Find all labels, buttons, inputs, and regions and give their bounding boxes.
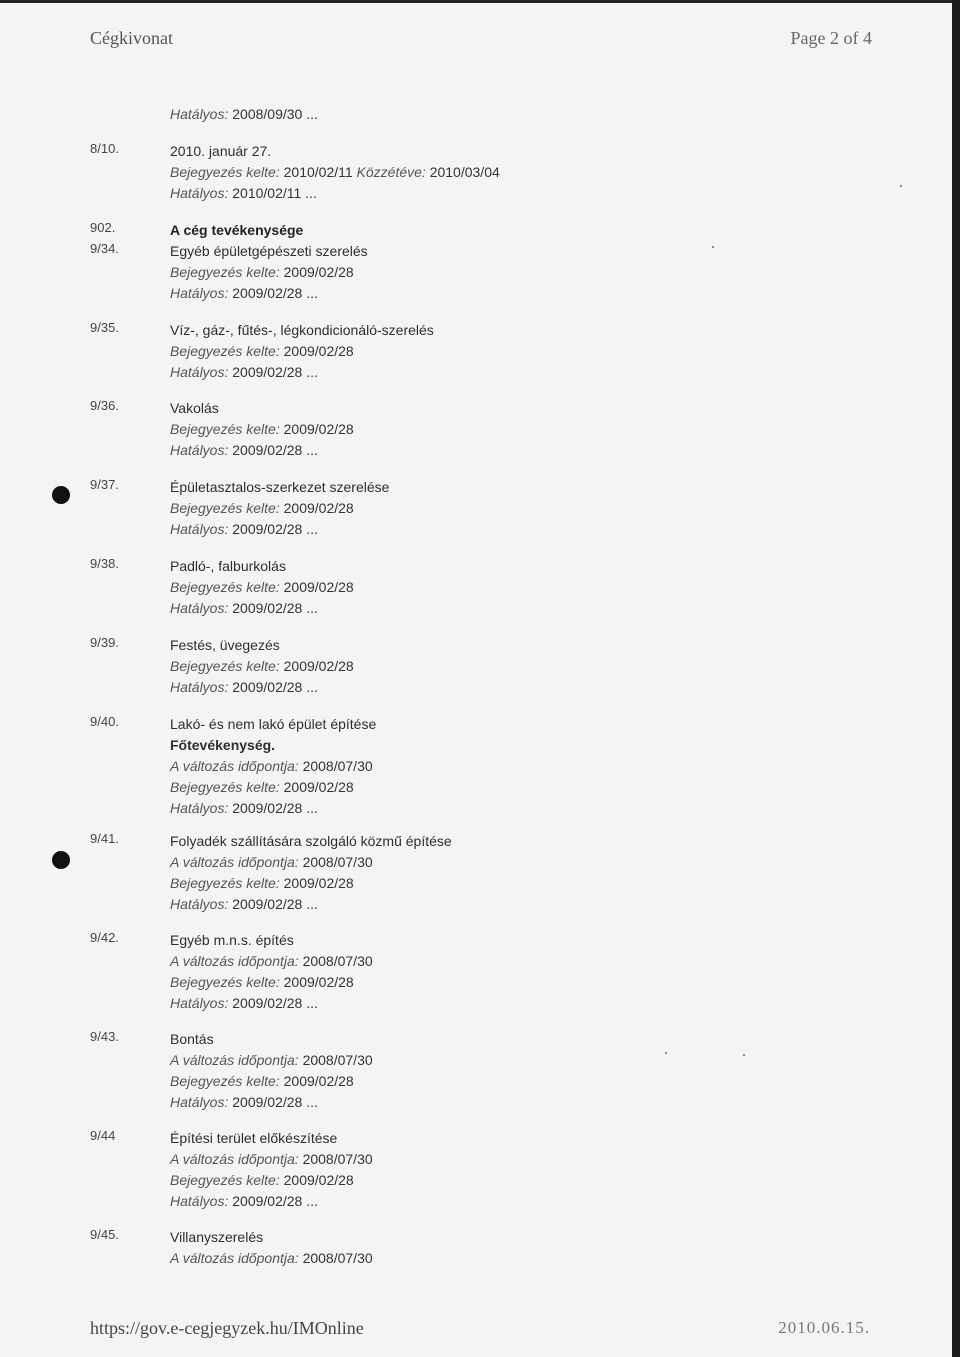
entry-body: [170, 556, 354, 619]
meta-value: 2009/02/28 ...: [232, 896, 318, 912]
meta-value: 2010/02/11 ...: [232, 185, 317, 201]
meta-value: 2009/02/28: [283, 579, 354, 595]
meta-label: A változás időpontja:: [170, 953, 299, 969]
entry-body: [170, 1029, 373, 1113]
meta-line: [170, 993, 373, 1014]
entry-number: 9/37.: [90, 477, 119, 492]
meta-label: Bejegyezés kelte:: [170, 579, 280, 595]
meta-value: 2009/02/28 ...: [232, 521, 318, 537]
meta-label: Hatályos:: [170, 896, 229, 912]
meta-label: A változás időpontja:: [170, 1151, 299, 1167]
meta-value: 2010/02/11: [283, 164, 353, 180]
meta-line: [170, 1092, 373, 1113]
entry-number: 902.: [90, 220, 116, 235]
meta-value: 2009/02/28: [283, 1073, 354, 1089]
meta-label: Hatályos:: [170, 679, 229, 695]
scan-top-edge: [0, 0, 960, 3]
meta-label: A változás időpontja:: [170, 758, 299, 774]
meta-value: 2009/02/28 ...: [232, 679, 318, 695]
meta-line: [170, 362, 434, 383]
entry-number: 9/40.: [90, 714, 119, 729]
meta-line: [170, 1248, 373, 1269]
scan-speck: [900, 185, 902, 187]
meta-line: [170, 341, 434, 362]
meta-label: Hatályos:: [170, 600, 229, 616]
meta-value: 2010/03/04: [429, 164, 500, 180]
entry-text: Folyadék szállítására szolgáló közmű építése: [170, 833, 452, 849]
entry-body: [170, 220, 303, 241]
meta-line: [170, 1191, 373, 1212]
meta-line: [170, 777, 376, 798]
entry-text: Festés, üvegezés: [170, 637, 280, 653]
punch-hole-bottom: [52, 851, 70, 869]
meta-label: Bejegyezés kelte:: [170, 421, 280, 437]
meta-label: Hatályos:: [170, 285, 229, 301]
meta-line: [170, 972, 373, 993]
meta-value: 2008/07/30: [302, 1052, 373, 1068]
entry-text: Egyéb épületgépészeti szerelés: [170, 243, 368, 259]
entry-text: Egyéb m.n.s. építés: [170, 932, 294, 948]
entry-text: Építési terület előkészítése: [170, 1130, 338, 1146]
meta-line: [170, 519, 389, 540]
entry-body: [170, 1128, 373, 1212]
entry-number: 9/44: [90, 1128, 116, 1143]
entry-text: Padló-, falburkolás: [170, 558, 286, 574]
meta-line: [170, 598, 354, 619]
page-number: Page 2 of 4: [790, 28, 872, 48]
meta-label: A változás időpontja:: [170, 854, 299, 870]
meta-label: Bejegyezés kelte:: [170, 974, 280, 990]
entry-number: 9/42.: [90, 930, 119, 945]
meta-line: [170, 852, 452, 873]
meta-line: [170, 1149, 373, 1170]
print-date: 2010.06.15.: [778, 1318, 870, 1337]
entry-number: 9/34.: [90, 241, 119, 256]
meta-line: [170, 756, 376, 777]
meta-value: 2009/02/28 ...: [232, 600, 318, 616]
meta-line: [170, 183, 500, 204]
meta-line: [170, 1071, 373, 1092]
meta-line: [170, 419, 354, 440]
entry-body: [170, 714, 376, 819]
meta-value: 2008/07/30: [302, 854, 373, 870]
meta-value: 2008/09/30 ...: [232, 106, 318, 122]
meta-line: [170, 656, 354, 677]
meta-line: [170, 440, 354, 461]
meta-line: [170, 162, 500, 183]
meta-value: 2009/02/28: [283, 421, 354, 437]
meta-label: Hatályos:: [170, 106, 229, 122]
meta-line: [170, 894, 452, 915]
meta-line: [170, 104, 318, 125]
meta-value: 2008/07/30: [302, 1250, 373, 1266]
section-heading: A cég tevékenysége: [170, 222, 304, 238]
meta-label: A változás időpontja:: [170, 1250, 299, 1266]
entry-text: Bontás: [170, 1031, 214, 1047]
entry-number: 9/41.: [90, 831, 119, 846]
entry-text: 2010. január 27.: [170, 143, 272, 159]
meta-value: 2009/02/28 ...: [232, 285, 318, 301]
entry-body: [170, 241, 368, 304]
meta-label: Hatályos:: [170, 185, 229, 201]
meta-value: 2009/02/28 ...: [232, 364, 318, 380]
meta-line: [170, 498, 389, 519]
meta-label: Hatályos:: [170, 364, 229, 380]
entry-body: [170, 477, 389, 540]
meta-value: 2009/02/28: [283, 875, 354, 891]
entry-body: [170, 930, 373, 1014]
meta-label: Hatályos:: [170, 1193, 229, 1209]
meta-value: 2009/02/28: [283, 343, 354, 359]
entry-text: Főtevékenység.: [170, 737, 276, 753]
meta-label: Bejegyezés kelte:: [170, 779, 280, 795]
entry-text: Villanyszerelés: [170, 1229, 264, 1245]
meta-line: [170, 951, 373, 972]
meta-line: [170, 677, 354, 698]
entry-number: 9/45.: [90, 1227, 119, 1242]
punch-hole-top: [52, 486, 70, 504]
entry-number: 8/10.: [90, 141, 119, 156]
document-title: Cégkivonat: [90, 28, 173, 48]
meta-label: Bejegyezés kelte:: [170, 1073, 280, 1089]
meta-value: 2009/02/28 ...: [232, 800, 318, 816]
scan-right-edge: [952, 0, 960, 1357]
meta-value: 2009/02/28 ...: [232, 1094, 318, 1110]
meta-line: [170, 1050, 373, 1071]
entry-body: [170, 635, 354, 698]
meta-label: Bejegyezés kelte:: [170, 875, 280, 891]
meta-value: 2009/02/28: [283, 658, 354, 674]
entry-number: 9/38.: [90, 556, 119, 571]
entry-body: [170, 141, 500, 204]
meta-value: 2008/07/30: [302, 758, 373, 774]
meta-value: 2009/02/28 ...: [232, 442, 318, 458]
meta-label: Bejegyezés kelte:: [170, 658, 280, 674]
entry-number: 9/39.: [90, 635, 119, 650]
meta-value: 2009/02/28: [283, 1172, 354, 1188]
meta-line: [170, 1170, 373, 1191]
entry-number: 9/36.: [90, 398, 119, 413]
scan-speck: [743, 1054, 745, 1056]
meta-line: [170, 262, 368, 283]
meta-label: Hatályos:: [170, 800, 229, 816]
meta-label: A változás időpontja:: [170, 1052, 299, 1068]
meta-label: Bejegyezés kelte:: [170, 343, 280, 359]
scan-speck: [665, 1052, 667, 1054]
meta-label: Közzétéve:: [356, 164, 426, 180]
meta-line: [170, 283, 368, 304]
meta-label: Bejegyezés kelte:: [170, 1172, 280, 1188]
source-url: https://gov.e-cegjegyzek.hu/IMOnline: [90, 1318, 364, 1338]
entry-number: 9/35.: [90, 320, 119, 335]
meta-label: Bejegyezés kelte:: [170, 500, 280, 516]
meta-label: Hatályos:: [170, 1094, 229, 1110]
meta-label: Hatályos:: [170, 521, 229, 537]
entry-text: Épületasztalos-szerkezet szerelése: [170, 479, 390, 495]
scan-speck: [712, 246, 714, 248]
meta-value: 2008/07/30: [302, 953, 373, 969]
meta-value: 2009/02/28: [283, 264, 354, 280]
meta-label: Bejegyezés kelte:: [170, 164, 280, 180]
meta-label: Hatályos:: [170, 442, 229, 458]
entry-body: [170, 398, 354, 461]
meta-value: 2009/02/28 ...: [232, 995, 318, 1011]
meta-value: 2008/07/30: [302, 1151, 373, 1167]
entry-body: [170, 1227, 373, 1269]
entry-body: [170, 831, 452, 915]
entry-text: Lakó- és nem lakó épület építése: [170, 716, 377, 732]
meta-line: [170, 798, 376, 819]
meta-value: 2009/02/28: [283, 779, 354, 795]
meta-line: [170, 577, 354, 598]
entry-body: [170, 320, 434, 383]
meta-line: [170, 873, 452, 894]
entry-body: [170, 104, 318, 125]
meta-value: 2009/02/28: [283, 500, 354, 516]
meta-value: 2009/02/28 ...: [232, 1193, 318, 1209]
meta-value: 2009/02/28: [283, 974, 354, 990]
entry-text: Víz-, gáz-, fűtés-, légkondicionáló-szerelés: [170, 322, 434, 338]
entry-text: Vakolás: [170, 400, 219, 416]
entry-number: 9/43.: [90, 1029, 119, 1044]
meta-label: Bejegyezés kelte:: [170, 264, 280, 280]
meta-label: Hatályos:: [170, 995, 229, 1011]
